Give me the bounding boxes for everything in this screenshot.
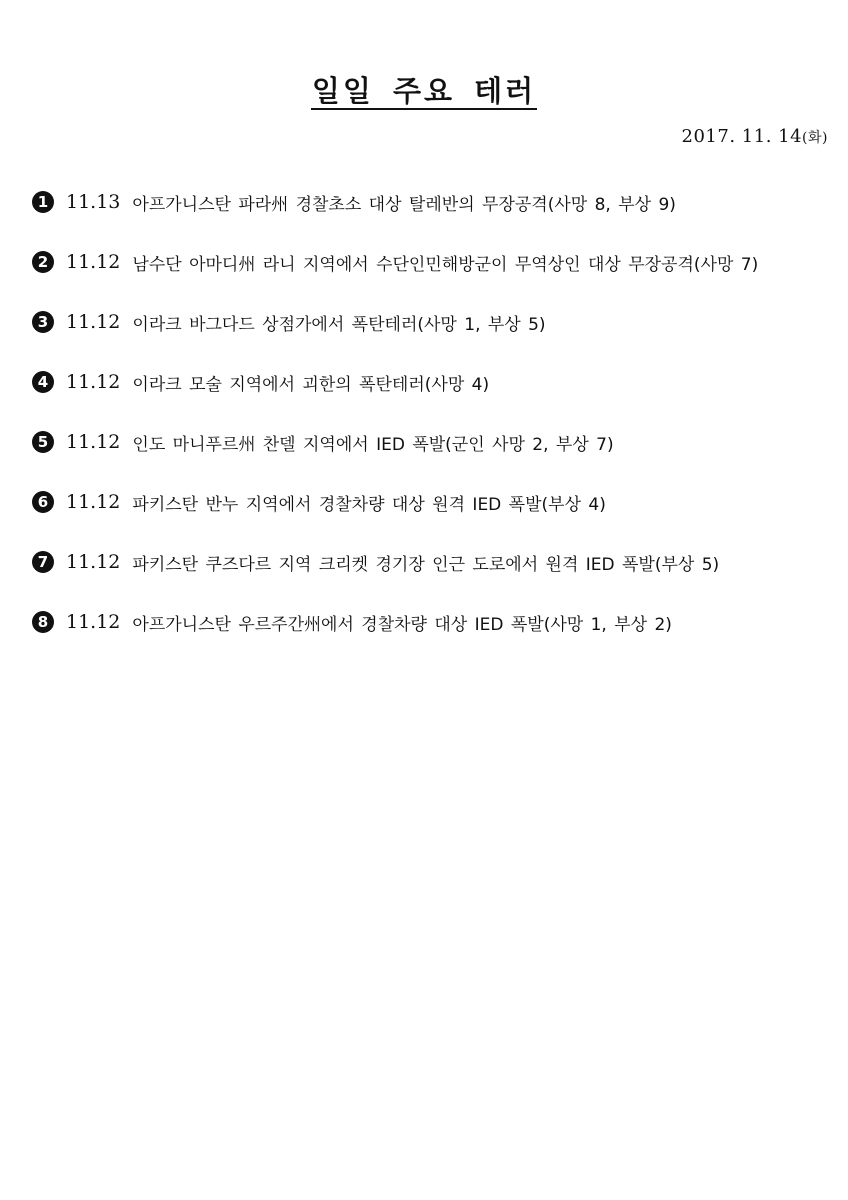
item-date: 11.13 [66,191,121,213]
number-5-icon: 5 [32,431,54,453]
item-text: 아프가니스탄 파라州 경찰초소 대상 탈레반의 무장공격(사망 8, 부상 9) [132,194,676,215]
number-2-icon: 2 [32,251,54,273]
number-4-icon: 4 [32,371,54,393]
item-text: 이라크 바그다드 상점가에서 폭탄테러(사망 1, 부상 5) [132,314,546,335]
document-date-text: 2017. 11. 14 [681,126,803,147]
item-date: 11.12 [66,371,121,393]
item-text: 남수단 아마디州 라니 지역에서 수단인민해방군이 무역상인 대상 무장공격(사망 7) [132,254,759,275]
number-6-icon: 6 [32,491,54,513]
page-title [0,74,848,110]
list-item [32,472,832,532]
document-date [682,126,828,147]
item-text: 이라크 모술 지역에서 괴한의 폭탄테러(사망 4) [132,374,490,395]
page-title-text: 일일 주요 테러 [311,74,537,108]
list-item [32,352,832,412]
number-1-icon: 1 [32,191,54,213]
item-date: 11.12 [66,491,121,513]
number-3-icon: 3 [32,311,54,333]
item-text: 아프가니스탄 우르주간州에서 경찰차량 대상 IED 폭발(사망 1, 부상 2) [132,614,672,635]
list-item [32,292,832,352]
item-date: 11.12 [66,611,121,633]
document-day: (화) [802,130,828,146]
item-date: 11.12 [66,431,121,453]
number-8-icon: 8 [32,611,54,633]
number-7-icon: 7 [32,551,54,573]
item-text: 인도 마니푸르州 찬델 지역에서 IED 폭발(군인 사망 2, 부상 7) [132,434,614,455]
list-item [32,592,832,652]
item-date: 11.12 [66,311,121,333]
list-item [32,172,832,232]
list-item [32,532,832,592]
item-text: 파키스탄 반누 지역에서 경찰차량 대상 원격 IED 폭발(부상 4) [132,494,606,515]
list-item [32,412,832,472]
list-item [32,232,832,292]
item-date: 11.12 [66,251,121,273]
item-text: 파키스탄 쿠즈다르 지역 크리켓 경기장 인근 도로에서 원격 IED 폭발(부상 5) [132,554,720,575]
item-date: 11.12 [66,551,121,573]
incident-list [32,172,832,652]
